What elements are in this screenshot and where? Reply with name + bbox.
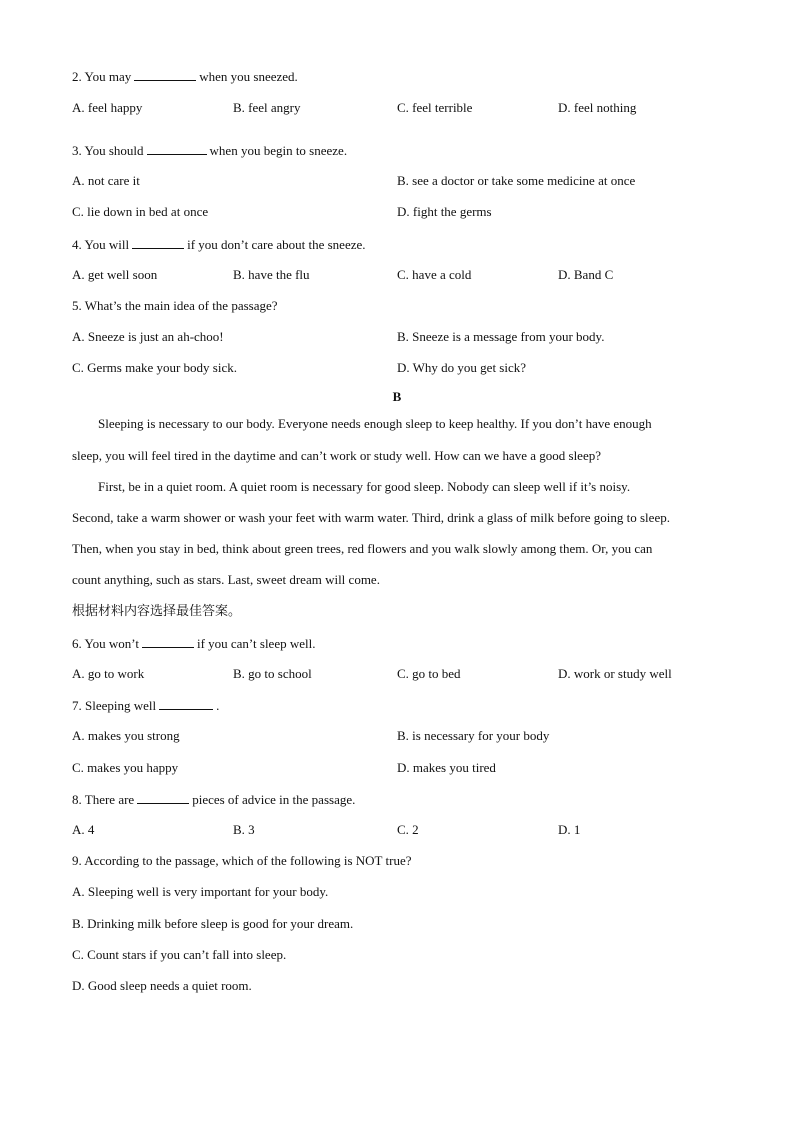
answer-blank <box>147 142 207 155</box>
answer-blank <box>132 236 184 249</box>
q7-option-d: D. makes you tired <box>397 760 496 775</box>
question-2-prefix: 2. You may <box>72 69 132 84</box>
q3-option-b: B. see a doctor or take some medicine at once <box>397 173 636 188</box>
answer-blank <box>134 68 196 81</box>
passage-line-3: First, be in a quiet room. A quiet room is necessary for good sleep. Nobody can sleep well if it’s noisy. <box>98 479 631 494</box>
q7-option-a: A. makes you strong <box>72 728 180 743</box>
q8-option-c: C. 2 <box>397 822 419 837</box>
question-6-suffix: if you can’t sleep well. <box>196 636 316 651</box>
question-3-prefix: 3. You should <box>72 143 144 158</box>
question-2 <box>72 68 298 85</box>
question-4-prefix: 4. You will <box>72 237 130 252</box>
q4-option-d: D. Band C <box>558 267 614 282</box>
q2-option-a: A. feel happy <box>72 100 143 115</box>
answer-blank <box>137 791 189 804</box>
q7-option-b: B. is necessary for your body <box>397 728 550 743</box>
instruction: 根据材料内容选择最佳答案。 <box>72 604 242 619</box>
question-3-suffix: when you begin to sneeze. <box>209 143 348 158</box>
q8-option-a: A. 4 <box>72 822 95 837</box>
q5-option-c: C. Germs make your body sick. <box>72 360 238 375</box>
answer-blank <box>159 697 213 710</box>
q5-option-d: D. Why do you get sick? <box>397 360 527 375</box>
q8-option-b: B. 3 <box>233 822 255 837</box>
answer-blank <box>142 635 194 648</box>
question-7-prefix: 7. Sleeping well <box>72 698 157 713</box>
question-5: 5. What’s the main idea of the passage? <box>72 298 278 313</box>
question-4-suffix: if you don’t care about the sneeze. <box>187 237 366 252</box>
q9-option-d: D. Good sleep needs a quiet room. <box>72 978 252 993</box>
q9-option-b: B. Drinking milk before sleep is good for your dream. <box>72 916 354 931</box>
q4-option-a: A. get well soon <box>72 267 158 282</box>
q5-option-b: B. Sneeze is a message from your body. <box>397 329 605 344</box>
q3-option-c: C. lie down in bed at once <box>72 204 209 219</box>
question-8-prefix: 8. There are <box>72 792 135 807</box>
q6-option-b: B. go to school <box>233 666 312 681</box>
question-7-suffix: . <box>216 698 220 713</box>
q9-option-a: A. Sleeping well is very important for your body. <box>72 884 329 899</box>
q3-option-a: A. not care it <box>72 173 140 188</box>
q7-option-c: C. makes you happy <box>72 760 179 775</box>
question-7 <box>72 697 219 714</box>
question-9: 9. According to the passage, which of the following is NOT true? <box>72 853 412 868</box>
q2-option-d: D. feel nothing <box>558 100 637 115</box>
q6-option-c: C. go to bed <box>397 666 461 681</box>
passage-line-4: Second, take a warm shower or wash your feet with warm water. Third, drink a glass of milk before going to sleep. <box>72 510 670 525</box>
question-2-suffix: when you sneezed. <box>199 69 298 84</box>
section-b-title: B <box>392 389 402 404</box>
q3-option-d: D. fight the germs <box>397 204 492 219</box>
passage-line-5: Then, when you stay in bed, think about green trees, red flowers and you walk slowly among them. Or, you can <box>72 541 653 556</box>
question-8 <box>72 791 355 808</box>
question-6-prefix: 6. You won’t <box>72 636 139 651</box>
question-3 <box>72 142 347 159</box>
question-8-suffix: pieces of advice in the passage. <box>192 792 356 807</box>
q4-option-b: B. have the flu <box>233 267 310 282</box>
q8-option-d: D. 1 <box>558 822 581 837</box>
q4-option-c: C. have a cold <box>397 267 472 282</box>
passage-line-2: sleep, you will feel tired in the daytime and can’t work or study well. How can we have a good sleep? <box>72 448 601 463</box>
q2-option-c: C. feel terrible <box>397 100 473 115</box>
question-4 <box>72 236 366 253</box>
question-6 <box>72 635 315 652</box>
passage-line-6: count anything, such as stars. Last, sweet dream will come. <box>72 572 380 587</box>
q9-option-c: C. Count stars if you can’t fall into sleep. <box>72 947 287 962</box>
q6-option-d: D. work or study well <box>558 666 672 681</box>
q2-option-b: B. feel angry <box>233 100 301 115</box>
q6-option-a: A. go to work <box>72 666 145 681</box>
passage-line-1: Sleeping is necessary to our body. Everyone needs enough sleep to keep healthy. If you don’t have enough <box>98 416 652 431</box>
q5-option-a: A. Sneeze is just an ah-choo! <box>72 329 224 344</box>
